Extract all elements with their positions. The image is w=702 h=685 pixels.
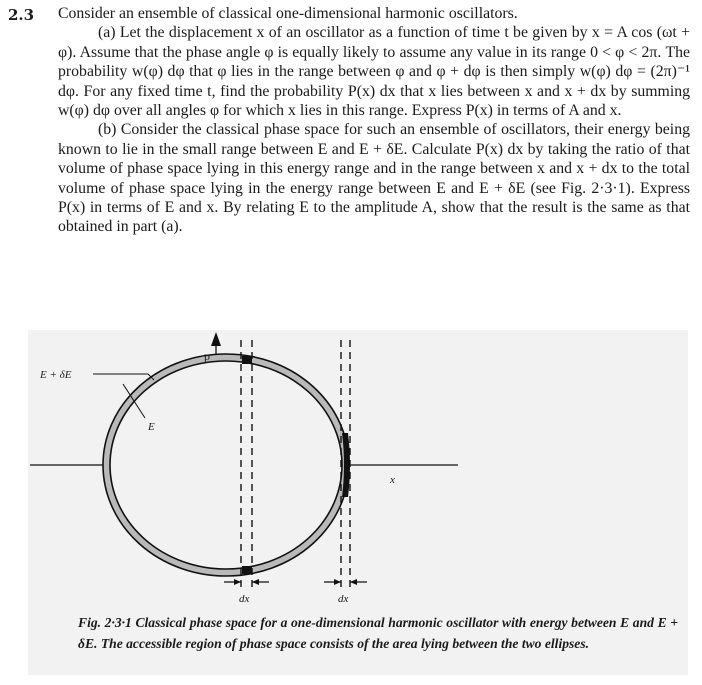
p-axis-arrow-icon (211, 332, 221, 346)
problem-intro: Consider an ensemble of classical one-dimensional harmonic oscillators. (58, 5, 518, 22)
inner-ellipse (110, 361, 342, 569)
outer-ellipse-label: E + δE (40, 369, 72, 381)
part-a-text: (a) Let the displacement x of an oscillator as a function of time t be given by x = A cos (ωt + φ). Assume that the phase angle φ is equally likely to assume any value in its range 0 < φ < 2π. The probability w(φ) dφ that φ lies in the range between φ and φ + dφ is then simply w(φ) dφ = (2π)⁻¹ dφ. For any fixed time t, find the probability P(x) dx that x lies between x and x + dx by summing w(φ) dφ over all angles φ for which x lies in this range. Express P(x) in terms of A and x. (58, 24, 690, 120)
part-b-text: (b) Consider the classical phase space for such an ensemble of oscillators, their energy being known to lie in the small range between E and E + δE. Calculate P(x) dx by taking the ratio of that volume of phase space lying in this energy range and in the range between x and x + dx to the total volume of phase space lying in the energy range between E and E + δE (see Fig. 2·3·1). Express P(x) in terms of E and x. By relating E to the amplitude A, show that the result is the same as that obtained in part (a). (58, 121, 690, 236)
arrow-right-icon (334, 579, 341, 585)
arrow-right-icon (234, 579, 241, 585)
dx-right-label: dx (338, 593, 349, 605)
arrow-left-icon (252, 579, 259, 585)
top-strip-highlight (242, 356, 252, 364)
arrow-left-icon (350, 579, 357, 585)
x-axis-label: x (390, 474, 395, 486)
figure-caption: Fig. 2·3·1 Classical phase space for a one-dimensional harmonic oscillator with energy between E and E + δE. The accessible region of phase space consists of the area lying between the two ellipses. (78, 615, 678, 651)
problem-text (58, 4, 690, 237)
problem-number: 2.3 (8, 6, 35, 24)
bottom-strip-highlight (242, 566, 252, 574)
p-axis-label: p (204, 349, 210, 363)
inner-ellipse-label: E (148, 421, 155, 433)
dx-left-label: dx (239, 593, 250, 605)
